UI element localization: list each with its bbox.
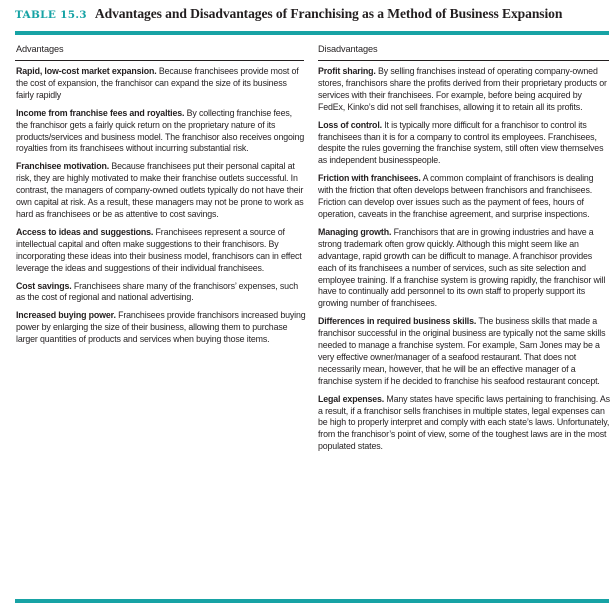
entry-text: Franchisors that are in growing industries and have a strong trademark often grow quickly. Although this might seem like an advantage, rapid growth can be difficult to manage. A franchisor provides each of its franchisees a number of services, such as site selection and employee training. If a franchise system is growing rapidly, the franchisor will have to continually add personnel to its own staff to properly support its growing number of franchisees. <box>318 226 606 309</box>
disadvantage-entry <box>318 316 610 387</box>
table-number: TABLE 15.3 <box>15 9 87 21</box>
entry-term: Loss of control. <box>318 119 382 130</box>
table-caption <box>15 6 609 26</box>
entry-text: A common complaint of franchisors is dealing with the friction that often develops between franchisors and franchisees. Friction can develop over issues such as the payment of fees, hours of operation, caveats in the franchise agreement, and surprise inspections. <box>318 173 594 219</box>
entry-term: Access to ideas and suggestions. <box>16 226 154 237</box>
entry-text: By selling franchises instead of operating company-owned stores, franchisors share the profits derived from their proprietary products or services with their franchisees. For example, before being acquired by FedEx, Kinko’s did not sell franchises, allowing it to retain all its profits. <box>318 66 607 112</box>
disadvantages-column <box>318 66 610 459</box>
entry-term: Franchisee motivation. <box>16 161 110 172</box>
entry-text: Franchisees share many of the franchisors’ expenses, such as the cost of regional and national advertising. <box>16 280 298 303</box>
advantage-entry <box>16 310 306 346</box>
entry-term: Friction with franchisees. <box>318 173 421 184</box>
table-title: Advantages and Disadvantages of Franchising as a Method of Business Expansion <box>94 6 563 21</box>
disadvantages-header-rule <box>318 60 609 61</box>
entry-term: Legal expenses. <box>318 393 385 404</box>
disadvantage-entry <box>318 227 610 310</box>
disadvantage-entry <box>318 394 610 454</box>
entry-term: Managing growth. <box>318 226 392 237</box>
advantage-entry <box>16 161 306 221</box>
entry-text: Franchisees represent a source of intellectual capital and often make suggestions to their franchisors. By incorporating these ideas into their business model, franchisors can in effect leverage the ideas and suggestions of their individual franchisees. <box>16 226 302 273</box>
disadvantages-column-header: Disadvantages <box>318 44 378 54</box>
bottom-accent-rule <box>15 599 609 603</box>
entry-text: By collecting franchise fees, the franchisor gets a fairly quick return on the proprietary nature of its products/services and business model. The franchisor also receives ongoing royalties from its franchisees without incurring substantial risk. <box>16 107 305 154</box>
entry-text: Because franchisees put their personal capital at risk, they are highly motivated to make their franchise outlets successful. In contrast, the managers of company-owned outlets typically do not have their own capital at risk. As a result, these managers may not be prone to work as hard as franchisees or be as attentive to cost savings. <box>16 161 304 219</box>
entry-term: Profit sharing. <box>318 66 376 76</box>
entry-text: Because franchisees provide most of the cost of expansion, the franchisor can expand the size of its business fairly rapidly <box>16 66 299 100</box>
advantages-column <box>16 66 306 352</box>
entry-term: Differences in required business skills. <box>318 316 477 327</box>
top-accent-rule <box>15 31 609 35</box>
entry-term: Rapid, low-cost market expansion. <box>16 66 157 76</box>
advantages-column-header: Advantages <box>16 44 64 54</box>
entry-term: Cost savings. <box>16 280 72 291</box>
advantage-entry <box>16 108 306 156</box>
entry-text: Franchisees provide franchisors increased buying power by enlarging the size of their business, allowing them to purchase larger quantities of products and services when buying those items. <box>16 310 306 345</box>
disadvantage-entry <box>318 120 610 168</box>
entry-term: Increased buying power. <box>16 310 116 321</box>
entry-text: It is typically more difficult for a franchisor to control its franchisees than it is for a company to control its employees. Franchisees, despite the rules governing the franchise system, still often view themselves as independent businesspeople. <box>318 119 604 166</box>
advantage-entry <box>16 281 306 305</box>
entry-term: Income from franchise fees and royalties. <box>16 107 185 118</box>
advantage-entry <box>16 66 306 102</box>
advantage-entry <box>16 227 306 275</box>
disadvantage-entry <box>318 173 610 221</box>
entry-text: The business skills that made a franchisor successful in the original business are typically not the same skills needed to manage a franchise system. For example, Sam Jones may be a very effective owner/manager of a seafood restaurant. That does not necessarily mean, however, that he will be an effective manager of a franchise system if he decided to franchise his seafood restaurant concept. <box>318 316 606 386</box>
advantages-header-rule <box>15 60 304 61</box>
disadvantage-entry <box>318 66 610 114</box>
entry-text: Many states have specific laws pertaining to franchising. As a result, if a franchisor sells franchises in multiple states, legal expenses can be high to properly interpret and comply with each state’s laws. Unfortunately, from the franchisor’s point of view, some of the toughest laws are in the most populated states. <box>318 393 610 452</box>
